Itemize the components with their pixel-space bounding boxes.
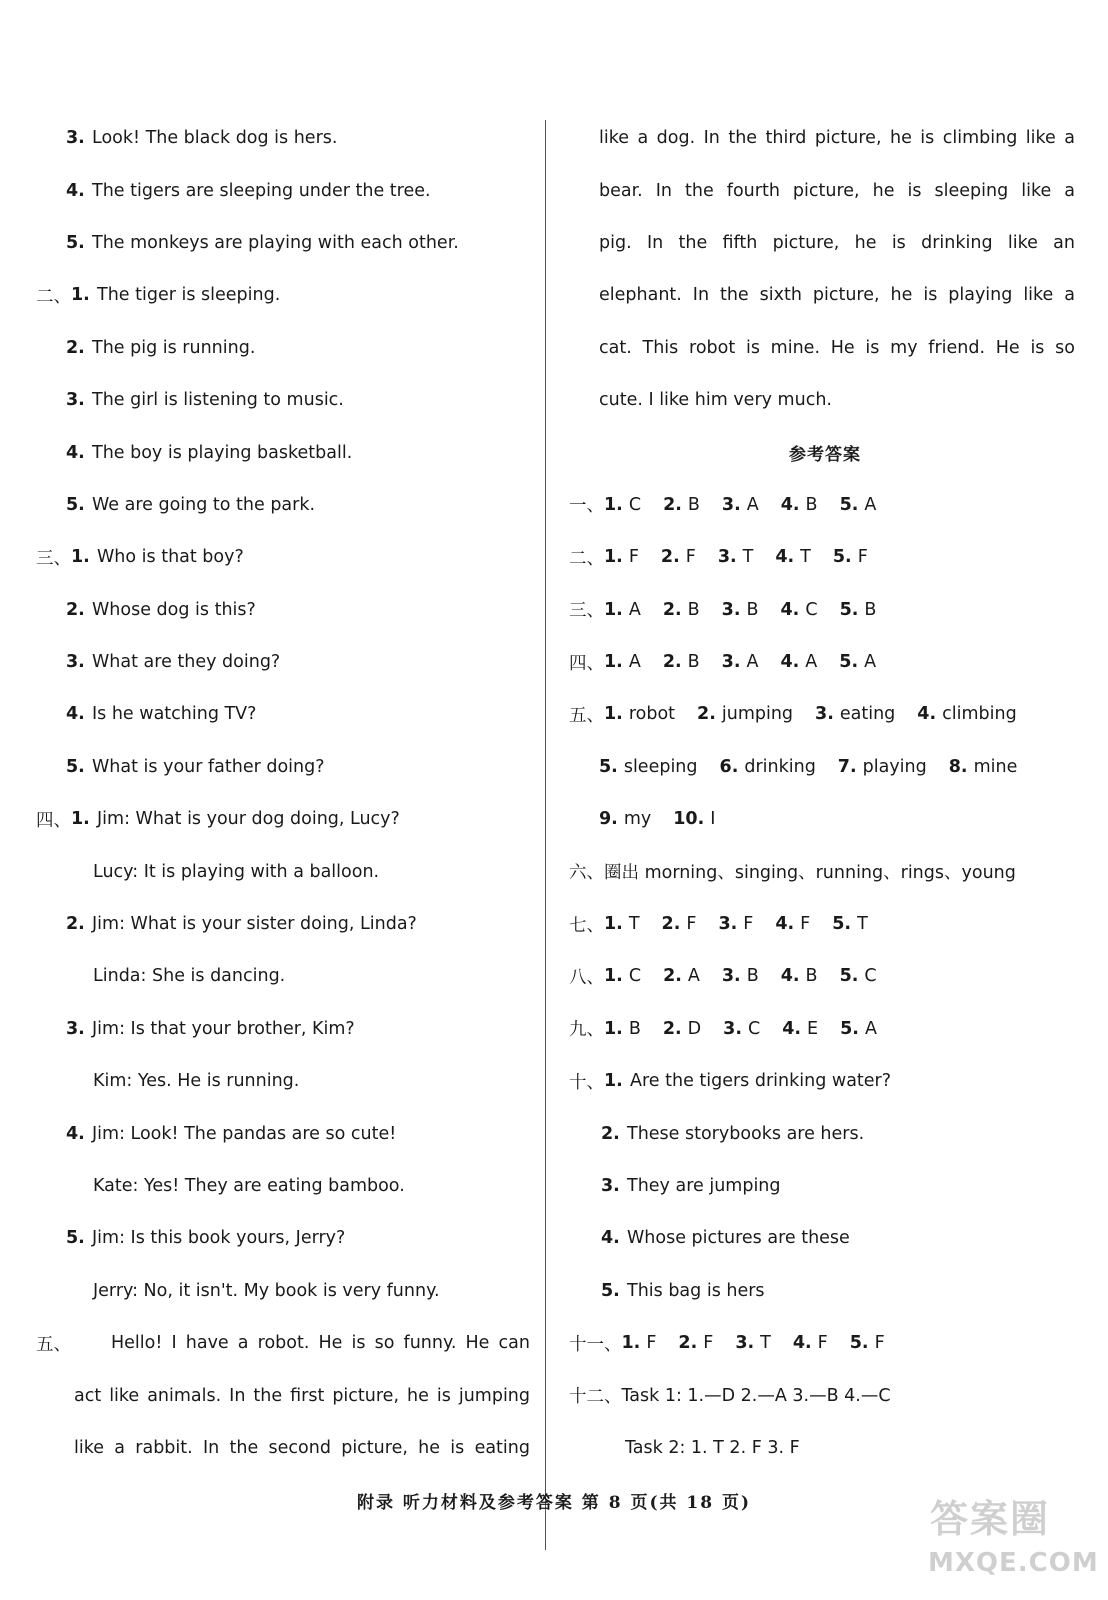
item-number: 4. <box>66 1123 85 1144</box>
answer-number: 1. <box>604 704 623 725</box>
answer-number: 2. <box>663 494 682 515</box>
answer-value: F <box>874 1333 885 1354</box>
right-line <box>565 950 1085 1002</box>
left-line <box>0 531 540 583</box>
section-marker: 七、 <box>569 915 604 936</box>
answer-value: C <box>628 494 642 515</box>
answer-number: 8. <box>948 756 968 777</box>
line-text: like a rabbit. In the second picture, he is eating <box>74 1437 530 1458</box>
column-divider <box>545 120 546 1550</box>
section-marker: 三、 <box>569 601 604 622</box>
answer-number: 7. <box>837 756 857 777</box>
answer-number: 2. <box>678 1333 698 1354</box>
line-text: The tigers are sleeping under the tree. <box>92 180 431 201</box>
line-text: The monkeys are playing with each other. <box>92 232 459 253</box>
answer-value: eating <box>839 704 896 725</box>
answer-number: 4. <box>780 966 800 987</box>
item-number: 2. <box>66 914 85 935</box>
answer-item <box>604 704 675 724</box>
right-line <box>565 1265 1085 1317</box>
answer-value: mine <box>973 756 1018 777</box>
answer-number: 5. <box>849 1333 869 1354</box>
answer-item <box>722 966 759 986</box>
line-text: The pig is running. <box>92 337 256 358</box>
answer-value: F <box>743 914 754 935</box>
answer-item <box>673 809 715 829</box>
answer-value: A <box>864 494 877 515</box>
line-text: The girl is listening to music. <box>92 390 344 411</box>
item-number: 1. <box>71 809 90 830</box>
answer-value: B <box>805 966 818 987</box>
item-number: 5. <box>66 232 85 253</box>
answer-number: 1. <box>604 652 623 673</box>
right-line <box>565 898 1085 950</box>
answer-item <box>850 1333 885 1353</box>
item-number: 5. <box>601 1280 620 1301</box>
answer-item <box>604 652 641 672</box>
answer-value: B <box>864 599 877 620</box>
answer-number: 5. <box>839 652 859 673</box>
answer-number: 2. <box>697 704 716 725</box>
answer-value: F <box>703 1333 714 1354</box>
item-number: 1. <box>71 547 90 568</box>
answer-value: sleeping <box>623 756 698 777</box>
line-text: elephant. In the sixth picture, he is playing like a <box>599 285 1075 306</box>
item-number: 4. <box>601 1228 620 1249</box>
section-marker: 二、 <box>569 548 604 569</box>
answer-value: B <box>746 599 759 620</box>
line-text: Jim: What is your dog doing, Lucy? <box>97 809 400 830</box>
item-number: 4. <box>66 180 85 201</box>
left-line <box>0 636 540 688</box>
left-line <box>0 112 540 164</box>
line-text: cat. This robot is mine. He is my friend. He is so <box>599 337 1075 358</box>
line-text: act like animals. In the first picture, he is jumping <box>74 1385 530 1406</box>
item-number: 2. <box>601 1123 620 1144</box>
answer-number: 4. <box>775 547 795 568</box>
answer-value: T <box>800 547 811 568</box>
answer-value: A <box>805 652 818 673</box>
right-line <box>565 112 1085 164</box>
section-marker: 十二、 <box>569 1387 622 1408</box>
section-marker: 八、 <box>569 967 604 988</box>
item-number: 4. <box>66 704 85 725</box>
right-line <box>565 688 1085 740</box>
right-line <box>565 164 1085 216</box>
answer-number: 4. <box>917 704 937 725</box>
right-line <box>565 584 1085 636</box>
answer-value: F <box>646 1333 657 1354</box>
watermark-text: 答案圈 <box>930 1497 1051 1541</box>
right-line <box>565 1212 1085 1264</box>
answer-value: F <box>628 547 639 568</box>
answer-value: A <box>687 966 700 987</box>
section-marker: 四、 <box>36 810 71 831</box>
line-text: cute. I like him very much. <box>599 390 832 411</box>
item-number: 5. <box>66 494 85 515</box>
item-number: 2. <box>66 337 85 358</box>
answer-item <box>840 495 877 515</box>
line-text: Whose pictures are these <box>627 1228 850 1249</box>
answer-value: B <box>746 966 759 987</box>
answer-item <box>775 547 811 567</box>
item-number: 3. <box>66 652 85 673</box>
item-number: 3. <box>66 390 85 411</box>
answer-item <box>599 757 698 777</box>
left-line <box>0 741 540 793</box>
answer-number: 10. <box>673 809 705 830</box>
answer-number: 3. <box>721 652 741 673</box>
line-text: Jim: Is this book yours, Jerry? <box>92 1228 346 1249</box>
answer-value: C <box>628 966 642 987</box>
answer-number: 3. <box>815 704 834 725</box>
answer-value: A <box>628 599 641 620</box>
left-line <box>0 1160 540 1212</box>
answer-number: 5. <box>839 966 859 987</box>
answer-item <box>781 966 818 986</box>
answer-value: robot <box>628 704 676 725</box>
answer-number: 2. <box>662 652 682 673</box>
item-number: 1. <box>604 1071 623 1092</box>
answer-value: C <box>805 599 818 620</box>
right-line <box>565 793 1085 845</box>
answer-number: 4. <box>780 652 800 673</box>
answer-item <box>663 966 700 986</box>
answer-item <box>840 1019 877 1039</box>
left-line <box>0 845 540 897</box>
answer-item <box>781 600 818 620</box>
section-marker: 五、 <box>569 705 604 726</box>
left-line <box>0 269 540 321</box>
right-line <box>565 845 1085 897</box>
right-column <box>565 112 1085 1474</box>
answer-item <box>718 547 754 567</box>
line-text: Is he watching TV? <box>92 704 257 725</box>
line-text: Look! The black dog is hers. <box>92 128 338 149</box>
answer-number: 3. <box>718 914 738 935</box>
answer-item <box>722 600 759 620</box>
answer-number: 4. <box>780 494 800 515</box>
answer-number: 3. <box>723 1018 742 1039</box>
answer-number: 3. <box>735 1333 755 1354</box>
answer-item <box>720 757 816 777</box>
line-text: The boy is playing basketball. <box>92 442 353 463</box>
answer-number: 5. <box>840 1018 859 1039</box>
item-number: 5. <box>66 756 85 777</box>
answer-number: 3. <box>721 599 741 620</box>
line-text: They are jumping <box>627 1176 781 1196</box>
item-number: 2. <box>66 599 85 620</box>
right-line <box>565 1422 1085 1474</box>
answer-item <box>604 914 640 934</box>
answer-number: 6. <box>719 756 739 777</box>
answer-value: B <box>805 494 818 515</box>
answer-value: T <box>857 914 868 935</box>
answer-number: 5. <box>599 756 618 777</box>
left-line <box>0 322 540 374</box>
answer-value: playing <box>862 756 927 777</box>
answer-number: 1. <box>621 1333 641 1354</box>
answer-value: I <box>710 809 716 830</box>
answer-number: 5. <box>839 494 859 515</box>
line-text: Who is that boy? <box>97 547 244 568</box>
left-line <box>0 1212 540 1264</box>
answer-value: B <box>628 1018 641 1039</box>
answer-value: drinking <box>744 756 816 777</box>
answer-number: 3. <box>721 966 741 987</box>
line-text: pig. In the fifth picture, he is drinking like an <box>599 232 1075 253</box>
answer-item <box>622 1333 657 1353</box>
left-line <box>0 584 540 636</box>
answer-item <box>662 914 697 934</box>
left-line <box>0 1003 540 1055</box>
answer-value: A <box>864 1018 877 1039</box>
answer-number: 5. <box>832 914 852 935</box>
answer-value: jumping <box>721 704 794 725</box>
answer-value: F <box>800 914 811 935</box>
line-text: These storybooks are hers. <box>627 1123 865 1144</box>
left-line <box>0 1265 540 1317</box>
answer-number: 2. <box>660 547 680 568</box>
answer-item <box>604 547 639 567</box>
section-marker: 六、 <box>569 863 604 884</box>
answer-number: 3. <box>721 494 741 515</box>
line-text: Task 1: 1.—D 2.—A 3.—B 4.—C <box>621 1385 891 1406</box>
section-marker: 十、 <box>569 1072 604 1093</box>
watermark-logo <box>920 1480 1099 1590</box>
answer-value: C <box>747 1018 761 1039</box>
answer-item <box>917 704 1016 724</box>
section-marker: 九、 <box>569 1020 604 1041</box>
left-column <box>0 112 540 1474</box>
line-text: Whose dog is this? <box>92 599 256 620</box>
section-marker: 一、 <box>569 496 604 517</box>
answer-item <box>678 1333 713 1353</box>
answer-item <box>718 914 753 934</box>
item-number: 4. <box>66 442 85 463</box>
answer-number: 5. <box>839 599 859 620</box>
answer-value: A <box>628 652 641 673</box>
line-text: Task 2: 1. T 2. F 3. F <box>625 1437 800 1458</box>
answer-number: 2. <box>662 1018 682 1039</box>
line-text: bear. In the fourth picture, he is sleeping like a <box>599 180 1075 201</box>
line-text: Are the tigers drinking water? <box>630 1071 892 1092</box>
answer-item <box>604 600 641 620</box>
line-text: What is your father doing? <box>92 756 325 777</box>
line-text: Jim: What is your sister doing, Linda? <box>92 914 417 935</box>
line-text: 圈出 morning、singing、running、rings、young <box>604 863 1016 884</box>
answer-item <box>782 1019 818 1039</box>
answer-number: 1. <box>604 494 623 515</box>
item-number: 3. <box>66 128 85 149</box>
left-line <box>0 426 540 478</box>
right-line <box>565 531 1085 583</box>
answer-item <box>663 600 700 620</box>
answer-item <box>697 704 793 724</box>
answer-item <box>722 652 759 672</box>
answer-number: 5. <box>832 547 852 568</box>
answer-item <box>838 757 927 777</box>
answer-item <box>599 809 651 829</box>
line-text: like a dog. In the third picture, he is climbing like a <box>599 128 1075 149</box>
answer-item <box>832 914 868 934</box>
page-footer: 附录 听力材料及参考答案 第 8 页(共 18 页) <box>356 1493 752 1513</box>
left-line <box>0 1055 540 1107</box>
watermark-url: MXQE.COM <box>928 1548 1099 1578</box>
answer-value: T <box>760 1333 771 1354</box>
answer-value: F <box>686 914 697 935</box>
answer-value: A <box>746 652 759 673</box>
right-line <box>565 1003 1085 1055</box>
answer-number: 2. <box>662 599 682 620</box>
answer-number: 3. <box>717 547 737 568</box>
line-text: Jim: Look! The pandas are so cute! <box>92 1123 397 1144</box>
answer-number: 1. <box>604 966 623 987</box>
answer-number: 4. <box>775 914 795 935</box>
answer-item <box>604 495 641 515</box>
line-text: Jim: Is that your brother, Kim? <box>92 1018 355 1039</box>
answer-number: 1. <box>604 914 623 935</box>
line-text: The tiger is sleeping. <box>97 285 281 306</box>
answer-number: 2. <box>663 966 682 987</box>
right-line <box>565 1369 1085 1421</box>
section-marker: 四、 <box>569 653 604 674</box>
answer-value: my <box>623 809 652 830</box>
right-line <box>565 217 1085 269</box>
answer-item <box>839 652 876 672</box>
answer-item <box>775 914 810 934</box>
section-marker: 五、 <box>36 1334 71 1355</box>
left-line <box>0 164 540 216</box>
right-line <box>565 1107 1085 1159</box>
line-text: Jerry: No, it isn't. My book is very funny. <box>93 1280 440 1301</box>
right-line <box>565 479 1085 531</box>
answer-number: 1. <box>604 599 623 620</box>
right-line: 参考答案 <box>789 445 861 466</box>
answer-number: 1. <box>604 547 623 568</box>
answer-value: B <box>687 494 700 515</box>
left-line <box>0 793 540 845</box>
left-line <box>0 1317 540 1369</box>
answer-value: T <box>628 914 640 935</box>
answer-number: 4. <box>792 1333 812 1354</box>
section-marker: 十一、 <box>569 1334 622 1355</box>
answer-number: 1. <box>604 1018 623 1039</box>
left-line <box>0 374 540 426</box>
section-marker: 二、 <box>36 286 71 307</box>
answer-item <box>604 966 641 986</box>
right-line <box>565 1160 1085 1212</box>
answer-value: climbing <box>942 704 1017 725</box>
answer-value: B <box>687 599 700 620</box>
line-text: This bag is hers <box>627 1280 765 1301</box>
answer-item <box>663 495 700 515</box>
answer-item <box>840 600 877 620</box>
answer-number: 2. <box>661 914 681 935</box>
right-line <box>565 322 1085 374</box>
answer-item <box>663 1019 701 1039</box>
item-number: 3. <box>601 1176 620 1196</box>
answer-item <box>833 547 868 567</box>
left-line <box>0 898 540 950</box>
right-line <box>565 1055 1085 1107</box>
answer-item <box>661 547 696 567</box>
answer-value: F <box>857 547 868 568</box>
answer-value: F <box>817 1333 828 1354</box>
answer-item <box>722 495 759 515</box>
answer-item <box>781 495 818 515</box>
answer-number: 4. <box>782 1018 802 1039</box>
right-line <box>565 636 1085 688</box>
answer-item <box>723 1019 760 1039</box>
line-text: Lucy: It is playing with a balloon. <box>93 861 380 882</box>
answer-item <box>840 966 877 986</box>
item-number: 5. <box>66 1228 85 1249</box>
line-text: Linda: She is dancing. <box>93 966 286 987</box>
right-line <box>565 269 1085 321</box>
answer-item <box>793 1333 828 1353</box>
line-text: We are going to the park. <box>92 494 316 515</box>
item-number: 1. <box>71 285 90 306</box>
line-text: What are they doing? <box>92 652 281 673</box>
item-number: 3. <box>66 1018 85 1039</box>
left-line <box>0 950 540 1002</box>
answer-item <box>949 757 1018 777</box>
left-line <box>0 688 540 740</box>
left-line <box>0 217 540 269</box>
answer-value: T <box>742 547 754 568</box>
left-line <box>0 1369 540 1421</box>
line-text: Kate: Yes! They are eating bamboo. <box>93 1176 405 1196</box>
answer-item <box>780 652 817 672</box>
left-line <box>0 479 540 531</box>
left-line <box>0 1422 540 1474</box>
line-text: Hello! I have a robot. He is so funny. He can <box>111 1333 530 1354</box>
answer-item <box>815 704 895 724</box>
left-line <box>0 1107 540 1159</box>
right-line <box>565 741 1085 793</box>
line-text: Kim: Yes. He is running. <box>93 1071 300 1092</box>
answer-value: E <box>807 1018 819 1039</box>
answer-value: F <box>685 547 696 568</box>
answer-value: D <box>687 1018 702 1039</box>
answer-item <box>604 1019 641 1039</box>
answer-item <box>663 652 700 672</box>
answer-number: 9. <box>599 809 618 830</box>
answer-number: 4. <box>780 599 800 620</box>
answer-value: C <box>864 966 877 987</box>
right-line <box>565 1317 1085 1369</box>
answer-value: A <box>746 494 759 515</box>
answer-value: B <box>687 652 700 673</box>
answer-item <box>735 1333 771 1353</box>
answer-value: A <box>864 652 877 673</box>
section-marker: 三、 <box>36 548 71 569</box>
right-line <box>565 374 1085 426</box>
